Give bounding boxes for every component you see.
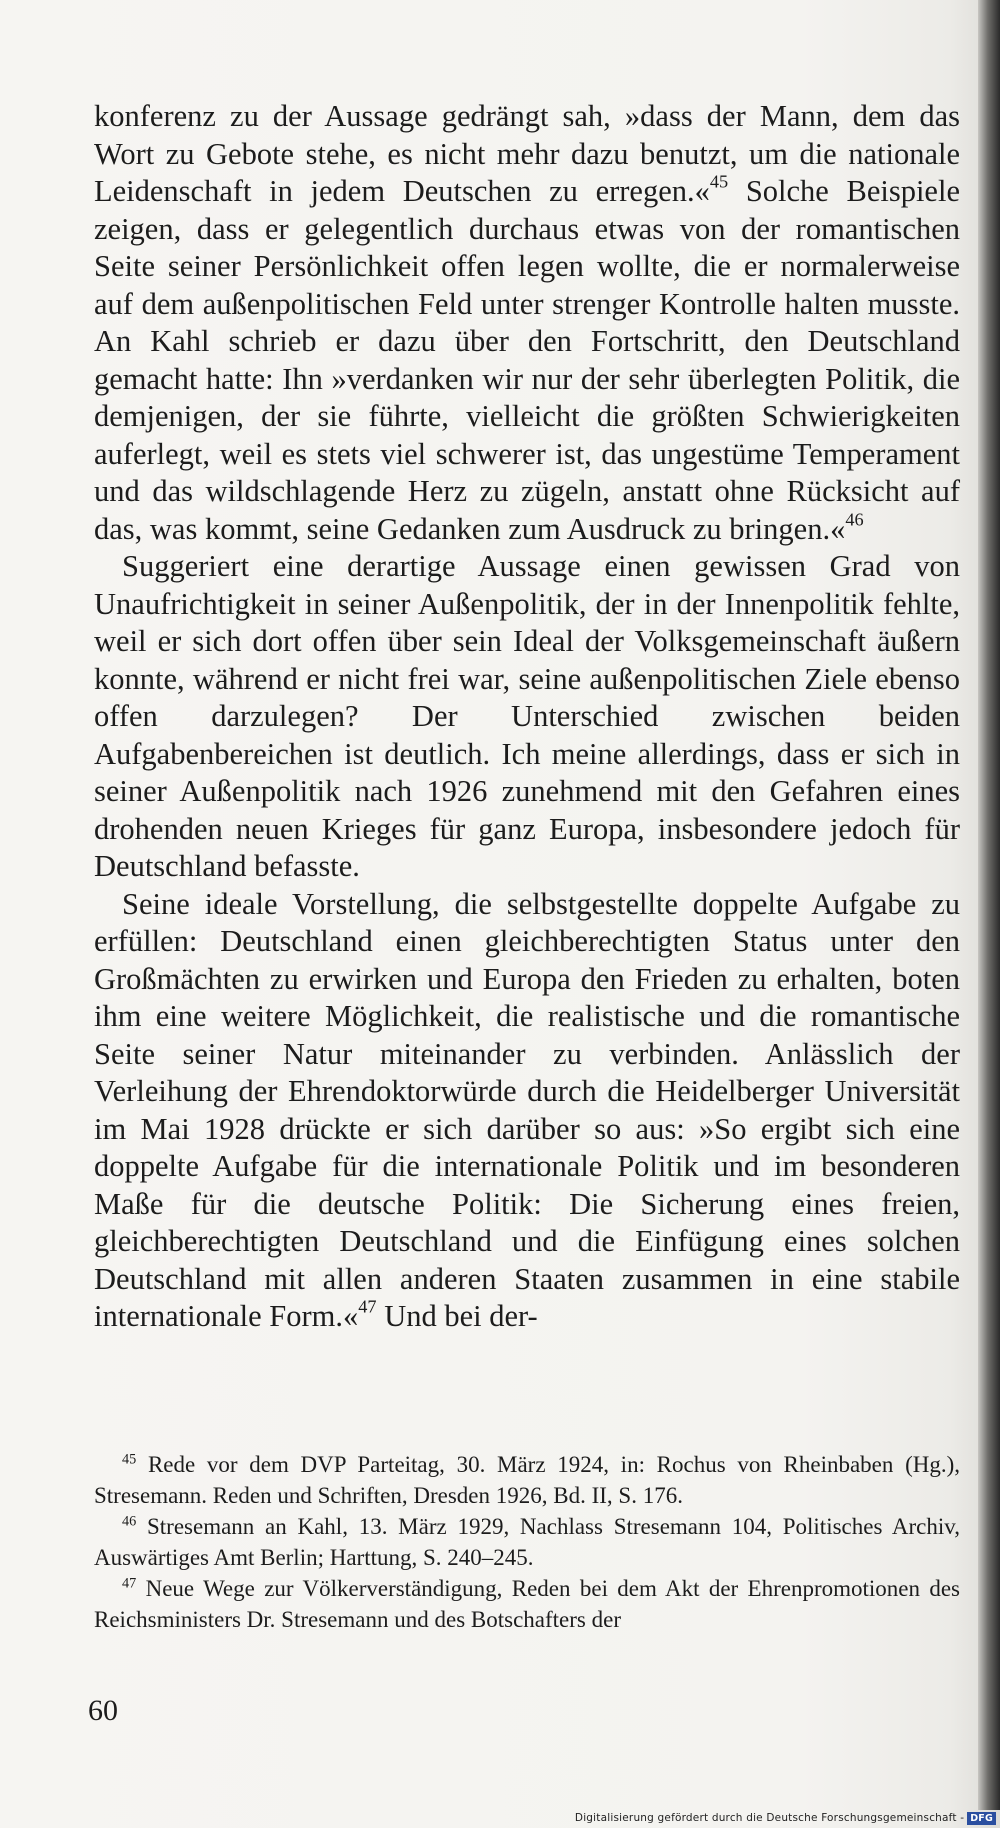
paragraph-1 [94, 98, 960, 548]
text-segment: konferenz zu der Aussage gedrängt sah, »dass der Mann, dem das Wort zu Gebote stehe, es nicht mehr dazu benutzt, um die nationale Leidenschaft in jedem Deutschen zu erregen.« [94, 99, 960, 208]
paragraph-3 [94, 886, 960, 1336]
credit-text: Digitalisierung gefördert durch die Deutsche Forschungsgemeinschaft - [574, 1812, 965, 1824]
footnote-45 [94, 1449, 960, 1511]
text-segment: Solche Beispiele zeigen, dass er gelegentlich durchaus etwas von der romantischen Seite seiner Persönlichkeit offen legen wollte, die er normalerweise auf dem außenpolitischen Feld unter strenger Kontrolle halten musste. An Kahl schrieb er dazu über den Fortschritt, den Deutschland gemacht hatte: Ihn »verdanken wir nur der sehr überlegten Politik, die demjenigen, der sie führte, vielleicht die größten Schwierigkeiten auferlegt, weil es stets viel schwerer ist, das ungestüme Temperament und das wildschlagende Herz zu zügeln, anstatt ohne Rücksicht auf das, was kommt, seine Gedanken zum Ausdruck zu bringen.« [94, 174, 960, 546]
footnote-ref-47: 47 [358, 1296, 377, 1317]
text-segment: Suggeriert eine derartige Aussage einen gewissen Grad von Unaufrichtigkeit in seiner Außenpolitik, der in der Innenpolitik fehlte, weil er sich dort offen über sein Ideal der Volksgemeinschaft äußern konnte, während er nicht frei war, seine außenpolitischen Ziele ebenso offen darzulegen? Der Unterschied zwischen beiden Aufgabenbereichen ist deutlich. Ich meine allerdings, dass er sich in seiner Außenpolitik nach 1926 zunehmend mit den Gefahren eines drohenden neuen Krieges für ganz Europa, insbesondere jedoch für Deutschland befasste. [94, 549, 960, 883]
footnotes [94, 1449, 960, 1635]
main-text [94, 98, 960, 1336]
footnote-47 [94, 1573, 960, 1635]
page-number: 60 [88, 1694, 118, 1727]
footnote-number: 45 [122, 1451, 137, 1468]
text-segment: Seine ideale Vorstellung, die selbstgestellte doppelte Aufgabe zu erfüllen: Deutschland einen gleichberechtigten Status unter den Großmächten zu erwirken und Europa den Frieden zu erhalten, boten ihm eine weitere Möglichkeit, die realistische und die romantische Seite seiner Natur miteinander zu verbinden. Anlässlich der Verleihung der Ehrendoktorwürde durch die Heidelberger Universität im Mai 1928 drückte er sich darüber so aus: »So ergibt sich eine doppelte Aufgabe für die internationale Politik und im besonderen Maße für die deutsche Politik: Die Sicherung eines freien, gleichberechtigten Deutschland und die Einfügung eines solchen Deutschland mit allen anderen Staaten zusammen in eine stabile internationale Form.« [94, 886, 960, 1333]
footnote-number: 47 [122, 1575, 137, 1592]
footnote-text: Neue Wege zur Völkerverständigung, Reden bei dem Akt der Ehrenpromotionen des Reichsministers Dr. Stresemann und des Botschafters der [94, 1576, 961, 1632]
text-segment: Und bei der- [376, 1299, 538, 1333]
footnote-ref-46: 46 [845, 508, 864, 529]
digitization-credit [575, 1811, 996, 1825]
footnote-ref-45: 45 [709, 171, 729, 192]
footnote-46 [94, 1511, 960, 1573]
footnote-text: Rede vor dem DVP Parteitag, 30. März 1924, in: Rochus von Rheinbaben (Hg.), Stresemann. Reden und Schriften, Dresden 1926, Bd. II, S. 176. [94, 1452, 961, 1508]
dfg-logo-icon: DFG [967, 1812, 996, 1825]
page-gutter-shadow [978, 0, 1000, 1810]
footnote-text: Stresemann an Kahl, 13. März 1929, Nachlass Stresemann 104, Politisches Archiv, Auswärtiges Amt Berlin; Harttung, S. 240–245. [94, 1514, 960, 1570]
footnote-number: 46 [122, 1513, 137, 1530]
paragraph-2 [94, 548, 960, 886]
